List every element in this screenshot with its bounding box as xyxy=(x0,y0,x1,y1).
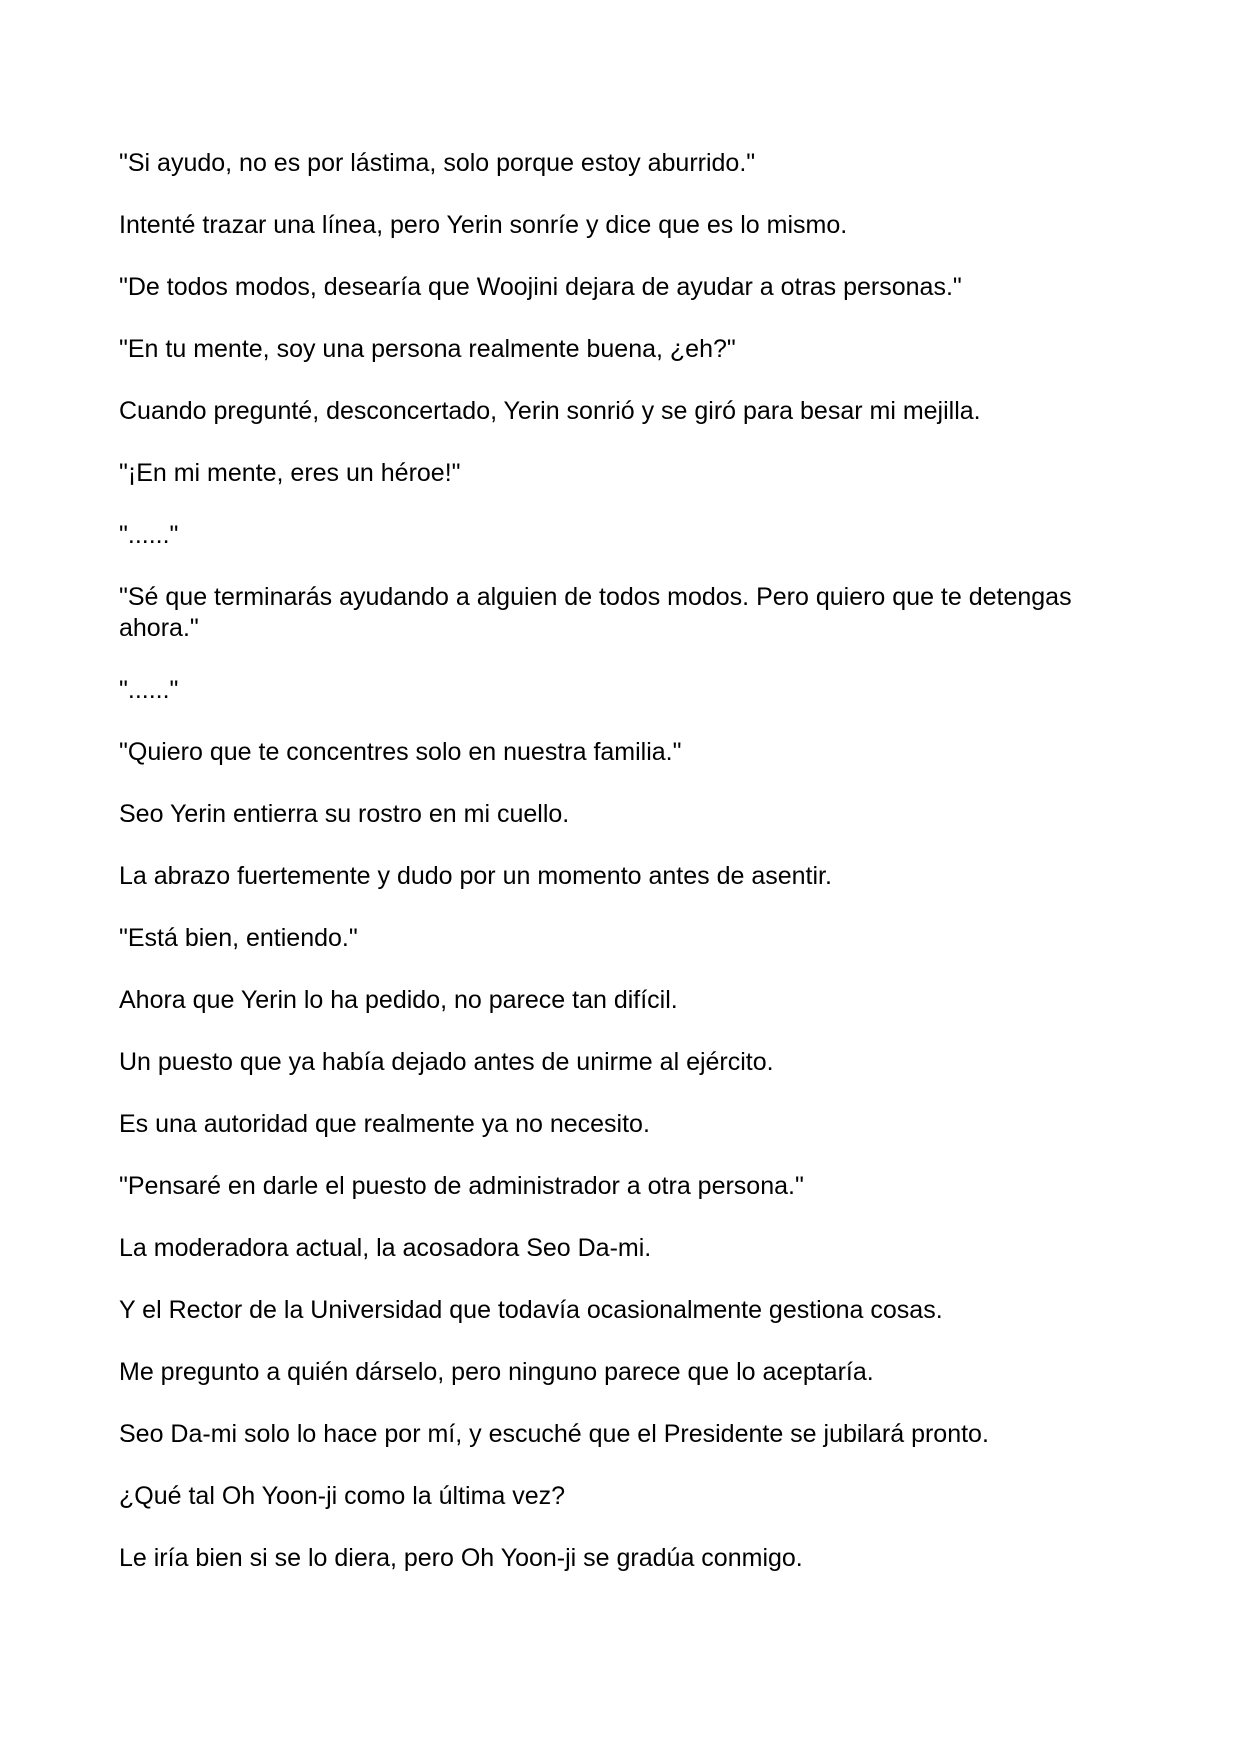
paragraph: "En tu mente, soy una persona realmente buena, ¿eh?" xyxy=(119,335,736,363)
paragraph: Seo Da-mi solo lo hace por mí, y escuché que el Presidente se jubilará pronto. xyxy=(119,1420,989,1448)
paragraph: La moderadora actual, la acosadora Seo Da-mi. xyxy=(119,1234,652,1262)
paragraph: Es una autoridad que realmente ya no necesito. xyxy=(119,1110,650,1138)
paragraph: "......" xyxy=(119,676,179,704)
paragraph: Y el Rector de la Universidad que todavía ocasionalmente gestiona cosas. xyxy=(119,1296,943,1324)
paragraph: "¡En mi mente, eres un héroe!" xyxy=(119,459,461,487)
paragraph: Seo Yerin entierra su rostro en mi cuello. xyxy=(119,800,570,828)
paragraph: Intenté trazar una línea, pero Yerin sonríe y dice que es lo mismo. xyxy=(119,211,848,239)
paragraph: Un puesto que ya había dejado antes de unirme al ejército. xyxy=(119,1048,774,1076)
paragraph: "Pensaré en darle el puesto de administrador a otra persona." xyxy=(119,1172,804,1200)
paragraph: Me pregunto a quién dárselo, pero ninguno parece que lo aceptaría. xyxy=(119,1358,874,1386)
paragraph: "Sé que terminarás ayudando a alguien de todos modos. Pero quiero que te detengas ahora." xyxy=(119,583,1072,642)
document-body xyxy=(119,148,1129,1605)
paragraph: La abrazo fuertemente y dudo por un momento antes de asentir. xyxy=(119,862,832,890)
paragraph: "Quiero que te concentres solo en nuestra familia." xyxy=(119,738,682,766)
paragraph: "Si ayudo, no es por lástima, solo porque estoy aburrido." xyxy=(119,149,756,177)
paragraph: Le iría bien si se lo diera, pero Oh Yoon-ji se gradúa conmigo. xyxy=(119,1544,803,1572)
paragraph: Ahora que Yerin lo ha pedido, no parece tan difícil. xyxy=(119,986,678,1014)
paragraph: Cuando pregunté, desconcertado, Yerin sonrió y se giró para besar mi mejilla. xyxy=(119,397,981,425)
paragraph: "De todos modos, desearía que Woojini dejara de ayudar a otras personas." xyxy=(119,273,962,301)
paragraph: ¿Qué tal Oh Yoon-ji como la última vez? xyxy=(119,1482,566,1510)
paragraph: "......" xyxy=(119,521,179,549)
paragraph: "Está bien, entiendo." xyxy=(119,924,358,952)
